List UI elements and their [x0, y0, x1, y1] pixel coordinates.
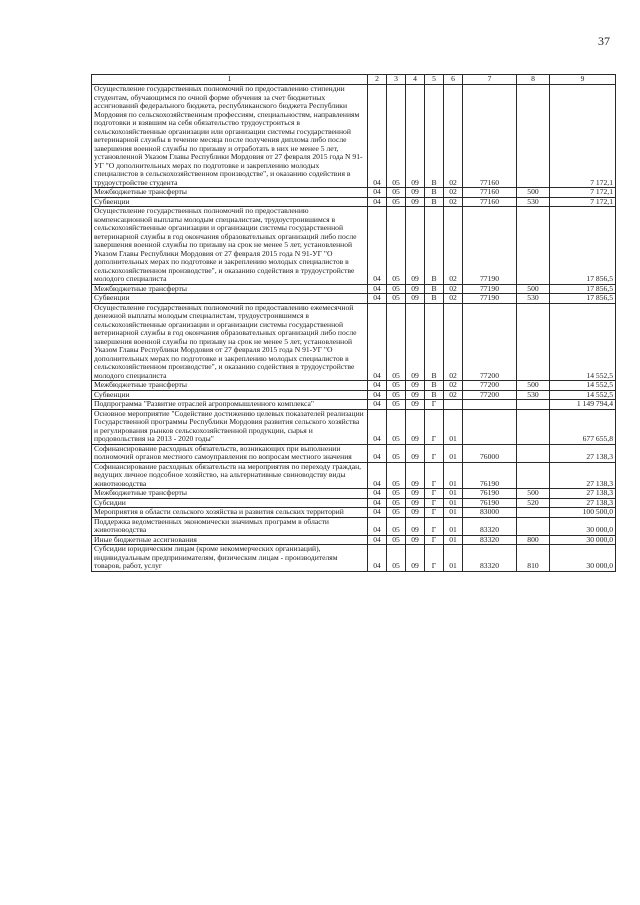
cell-code-5: Г: [425, 400, 444, 410]
cell-name: Осуществление государственных полномочий по предоставлению ежемесячной денежной выплаты молодым специалистам, трудоустроившимся в сельскохозяйственные организации и организации системы государственной ветеринарной службы в год окончания образовательных организаций либо после завершения военной службы по призыву на срок не менее 5 лет, установленной Указом Главы Республики Мордовия от 27 февраля 2015 года N 91-УГ "О дополнительных мерах по подготовке и закреплению молодых специалистов в сельскохозяйственном производстве", и оказанию содействия в трудоустройстве молодого специалиста: [92, 303, 368, 381]
cell-code-6: 01: [444, 409, 463, 444]
cell-code-3: 05: [387, 462, 406, 489]
cell-code-8: [517, 303, 550, 381]
cell-code-8: 810: [517, 545, 550, 572]
cell-code-4: 09: [406, 381, 425, 391]
cell-amount: 27 138,3: [550, 489, 616, 499]
cell-name: Межбюджетные трансферты: [92, 284, 368, 294]
cell-code-8: 500: [517, 381, 550, 391]
cell-code-3: 05: [387, 381, 406, 391]
table-row: [92, 197, 616, 207]
cell-code-4: 09: [406, 508, 425, 518]
cell-code-3: 05: [387, 444, 406, 462]
table-row: [92, 294, 616, 304]
cell-code-4: 09: [406, 517, 425, 535]
cell-name: Подпрограмма "Развитие отраслей агропромышленного комплекса": [92, 400, 368, 410]
cell-code-7: 83000: [463, 508, 517, 518]
cell-code-6: 02: [444, 197, 463, 207]
cell-code-5: Г: [425, 489, 444, 499]
cell-code-7: 83320: [463, 545, 517, 572]
cell-code-8: 500: [517, 489, 550, 499]
cell-name: Субвенции: [92, 390, 368, 400]
cell-code-6: 01: [444, 517, 463, 535]
cell-code-2: 04: [368, 444, 387, 462]
cell-name: Мероприятия в области сельского хозяйства и развития сельских территорий: [92, 508, 368, 518]
cell-code-6: 01: [444, 508, 463, 518]
cell-code-2: 04: [368, 517, 387, 535]
cell-code-2: 04: [368, 489, 387, 499]
cell-code-5: Г: [425, 444, 444, 462]
cell-code-3: 05: [387, 498, 406, 508]
cell-name: Осуществление государственных полномочий по предоставлению стипендии студентам, обучающимся по очной форме обучения за счет бюджетных ассигнований федерального бюджета, республиканского бюджета Республики Мордовия по сельскохозяйственным профессиям, специальностям, направлениям подготовки и взявшим на себя обязательство трудоустроиться в сельскохозяйственные организации или организации системы государственной ветеринарной службы в течение месяца после получения диплома либо после завершения военной службы по призыву и отработать в них не менее 5 лет, установленной Указом Главы Республики Мордовия от 27 февраля 2015 года N 91-УГ "О дополнительных мерах по подготовке и закреплению молодых специалистов в сельскохозяйственном производстве", и оказанию содействия в трудоустройстве студента: [92, 85, 368, 188]
header-cell: 6: [444, 75, 463, 85]
cell-code-3: 05: [387, 188, 406, 198]
cell-code-2: 04: [368, 462, 387, 489]
cell-code-4: 09: [406, 294, 425, 304]
cell-code-8: 530: [517, 197, 550, 207]
cell-code-8: 520: [517, 498, 550, 508]
cell-code-4: 09: [406, 85, 425, 188]
cell-code-3: 05: [387, 207, 406, 285]
cell-code-6: 01: [444, 462, 463, 489]
table-row: [92, 517, 616, 535]
table-row: [92, 85, 616, 188]
cell-amount: 27 138,3: [550, 444, 616, 462]
cell-code-6: 02: [444, 188, 463, 198]
cell-code-2: 04: [368, 85, 387, 188]
cell-code-6: 02: [444, 85, 463, 188]
cell-code-4: 09: [406, 197, 425, 207]
cell-amount: 1 149 794,4: [550, 400, 616, 410]
cell-code-3: 05: [387, 390, 406, 400]
table-row: [92, 303, 616, 381]
cell-amount: 17 856,5: [550, 294, 616, 304]
cell-name: Межбюджетные трансферты: [92, 489, 368, 499]
cell-code-3: 05: [387, 517, 406, 535]
cell-code-2: 04: [368, 545, 387, 572]
cell-code-3: 05: [387, 303, 406, 381]
cell-code-8: [517, 400, 550, 410]
cell-amount: 17 856,5: [550, 284, 616, 294]
cell-code-7: 77160: [463, 188, 517, 198]
cell-code-2: 04: [368, 390, 387, 400]
cell-code-3: 05: [387, 85, 406, 188]
cell-code-3: 05: [387, 545, 406, 572]
cell-code-6: 02: [444, 284, 463, 294]
cell-name: Осуществление государственных полномочий по предоставлению компенсационной выплаты молодым специалистам, трудоустроившимся в сельскохозяйственные организации и организации системы государственной ветеринарной службы в год окончания образовательных организаций либо после завершения военной службы по призыву на срок не менее 5 лет, установленной Указом Главы Республики Мордовия от 27 февраля 2015 года N 91-УГ "О дополнительных мерах по подготовке и закреплению молодых специалистов в сельскохозяйственном производстве", и оказанию содействия в трудоустройстве молодого специалиста: [92, 207, 368, 285]
cell-code-6: 01: [444, 498, 463, 508]
cell-code-2: 04: [368, 294, 387, 304]
cell-code-4: 09: [406, 303, 425, 381]
cell-name: Субсидии: [92, 498, 368, 508]
cell-amount: 30 000,0: [550, 545, 616, 572]
cell-amount: 7 172,1: [550, 85, 616, 188]
cell-code-2: 04: [368, 303, 387, 381]
cell-name: Субвенции: [92, 197, 368, 207]
cell-name: Основное мероприятие "Содействие достижению целевых показателей реализации Государственной программы Республики Мордовия развития сельского хозяйства и регулирования рынков сельскохозяйственной продукции, сырья и продовольствия на 2013 - 2020 годы": [92, 409, 368, 444]
cell-code-4: 09: [406, 545, 425, 572]
cell-amount: 30 000,0: [550, 535, 616, 545]
cell-amount: 100 500,0: [550, 508, 616, 518]
cell-name: Межбюджетные трансферты: [92, 188, 368, 198]
table-row: [92, 444, 616, 462]
cell-amount: 17 856,5: [550, 207, 616, 285]
cell-code-4: 09: [406, 409, 425, 444]
cell-code-4: 09: [406, 535, 425, 545]
cell-amount: 7 172,1: [550, 188, 616, 198]
cell-code-7: 76190: [463, 489, 517, 499]
cell-code-7: 77190: [463, 294, 517, 304]
table-row: [92, 284, 616, 294]
cell-code-5: Г: [425, 498, 444, 508]
cell-code-8: [517, 444, 550, 462]
cell-code-7: 83320: [463, 535, 517, 545]
cell-amount: 27 138,3: [550, 498, 616, 508]
table-row: [92, 188, 616, 198]
cell-code-7: 77190: [463, 284, 517, 294]
cell-code-8: 530: [517, 390, 550, 400]
header-cell: 7: [463, 75, 517, 85]
cell-code-5: Г: [425, 517, 444, 535]
cell-amount: 7 172,1: [550, 197, 616, 207]
header-cell: 5: [425, 75, 444, 85]
cell-code-5: В: [425, 197, 444, 207]
cell-name: Субвенции: [92, 294, 368, 304]
cell-code-6: 01: [444, 444, 463, 462]
cell-code-4: 09: [406, 207, 425, 285]
table-row: [92, 409, 616, 444]
budget-table: [91, 74, 616, 572]
cell-code-6: [444, 400, 463, 410]
cell-code-2: 04: [368, 197, 387, 207]
cell-code-5: Г: [425, 508, 444, 518]
cell-code-5: В: [425, 303, 444, 381]
cell-amount: 30 000,0: [550, 517, 616, 535]
header-cell: 3: [387, 75, 406, 85]
cell-code-4: 09: [406, 462, 425, 489]
cell-code-5: В: [425, 188, 444, 198]
cell-code-5: В: [425, 207, 444, 285]
cell-amount: 14 552,5: [550, 390, 616, 400]
cell-code-8: [517, 508, 550, 518]
table-header-row: [92, 75, 616, 85]
cell-code-6: 01: [444, 535, 463, 545]
cell-code-5: Г: [425, 409, 444, 444]
cell-code-5: В: [425, 390, 444, 400]
header-cell: 9: [550, 75, 616, 85]
table-row: [92, 508, 616, 518]
header-cell: 2: [368, 75, 387, 85]
cell-name: Иные бюджетные ассигнования: [92, 535, 368, 545]
table-row: [92, 207, 616, 285]
cell-code-6: 02: [444, 207, 463, 285]
cell-code-5: В: [425, 381, 444, 391]
cell-code-5: В: [425, 294, 444, 304]
cell-name: Поддержка ведомственных экономически значимых программ в области животноводства: [92, 517, 368, 535]
cell-code-5: В: [425, 85, 444, 188]
table-row: [92, 489, 616, 499]
cell-code-3: 05: [387, 197, 406, 207]
cell-code-8: 530: [517, 294, 550, 304]
cell-code-8: [517, 409, 550, 444]
cell-code-6: 01: [444, 489, 463, 499]
cell-code-3: 05: [387, 284, 406, 294]
cell-code-6: 02: [444, 303, 463, 381]
table-row: [92, 535, 616, 545]
cell-code-4: 09: [406, 489, 425, 499]
table-row: [92, 400, 616, 410]
cell-code-3: 05: [387, 400, 406, 410]
cell-code-4: 09: [406, 400, 425, 410]
cell-code-7: [463, 409, 517, 444]
cell-code-8: [517, 85, 550, 188]
table-row: [92, 545, 616, 572]
cell-name: Софинансирование расходных обязательств, возникающих при выполнении полномочий органов местного самоуправления по вопросам местного значения: [92, 444, 368, 462]
cell-code-5: Г: [425, 545, 444, 572]
cell-code-7: 77200: [463, 303, 517, 381]
header-cell: 4: [406, 75, 425, 85]
cell-code-7: 83320: [463, 517, 517, 535]
cell-code-4: 09: [406, 188, 425, 198]
cell-code-2: 04: [368, 381, 387, 391]
cell-amount: 14 552,5: [550, 381, 616, 391]
cell-code-5: Г: [425, 535, 444, 545]
cell-code-6: 02: [444, 381, 463, 391]
cell-code-5: Г: [425, 462, 444, 489]
cell-code-2: 04: [368, 400, 387, 410]
cell-code-7: [463, 400, 517, 410]
cell-code-7: 77160: [463, 197, 517, 207]
cell-amount: 27 138,3: [550, 462, 616, 489]
cell-code-4: 09: [406, 498, 425, 508]
cell-code-2: 04: [368, 207, 387, 285]
cell-code-7: 76000: [463, 444, 517, 462]
cell-code-6: 02: [444, 390, 463, 400]
cell-code-3: 05: [387, 535, 406, 545]
cell-code-2: 04: [368, 284, 387, 294]
cell-name: Субсидии юридическим лицам (кроме некоммерческих организаций), индивидуальным предпринимателям, физическим лицам - производителям товаров, работ, услуг: [92, 545, 368, 572]
cell-code-8: 800: [517, 535, 550, 545]
cell-code-7: 77160: [463, 85, 517, 188]
cell-code-8: [517, 462, 550, 489]
cell-code-8: 500: [517, 188, 550, 198]
table-row: [92, 390, 616, 400]
header-cell: 8: [517, 75, 550, 85]
header-cell: 1: [92, 75, 368, 85]
cell-name: Межбюджетные трансферты: [92, 381, 368, 391]
cell-code-8: 500: [517, 284, 550, 294]
cell-code-4: 09: [406, 284, 425, 294]
cell-code-6: 01: [444, 545, 463, 572]
table-body: [92, 85, 616, 572]
page-number: 37: [598, 34, 610, 48]
cell-code-4: 09: [406, 390, 425, 400]
cell-amount: 677 655,8: [550, 409, 616, 444]
table-row: [92, 498, 616, 508]
cell-code-3: 05: [387, 489, 406, 499]
cell-code-7: 77190: [463, 207, 517, 285]
cell-amount: 14 552,5: [550, 303, 616, 381]
cell-code-2: 04: [368, 498, 387, 508]
cell-code-3: 05: [387, 508, 406, 518]
cell-code-5: В: [425, 284, 444, 294]
table-row: [92, 462, 616, 489]
cell-code-2: 04: [368, 188, 387, 198]
cell-code-8: [517, 517, 550, 535]
cell-code-7: 76190: [463, 462, 517, 489]
cell-code-6: 02: [444, 294, 463, 304]
cell-code-3: 05: [387, 294, 406, 304]
cell-name: Софинансирование расходных обязательств на мероприятия по переходу граждан, ведущих личное подсобное хозяйство, на альтернативные свиноводству виды животноводства: [92, 462, 368, 489]
cell-code-3: 05: [387, 409, 406, 444]
table-row: [92, 381, 616, 391]
cell-code-7: 76190: [463, 498, 517, 508]
cell-code-7: 77200: [463, 390, 517, 400]
cell-code-7: 77200: [463, 381, 517, 391]
cell-code-2: 04: [368, 535, 387, 545]
cell-code-8: [517, 207, 550, 285]
cell-code-2: 04: [368, 508, 387, 518]
cell-code-4: 09: [406, 444, 425, 462]
cell-code-2: 04: [368, 409, 387, 444]
